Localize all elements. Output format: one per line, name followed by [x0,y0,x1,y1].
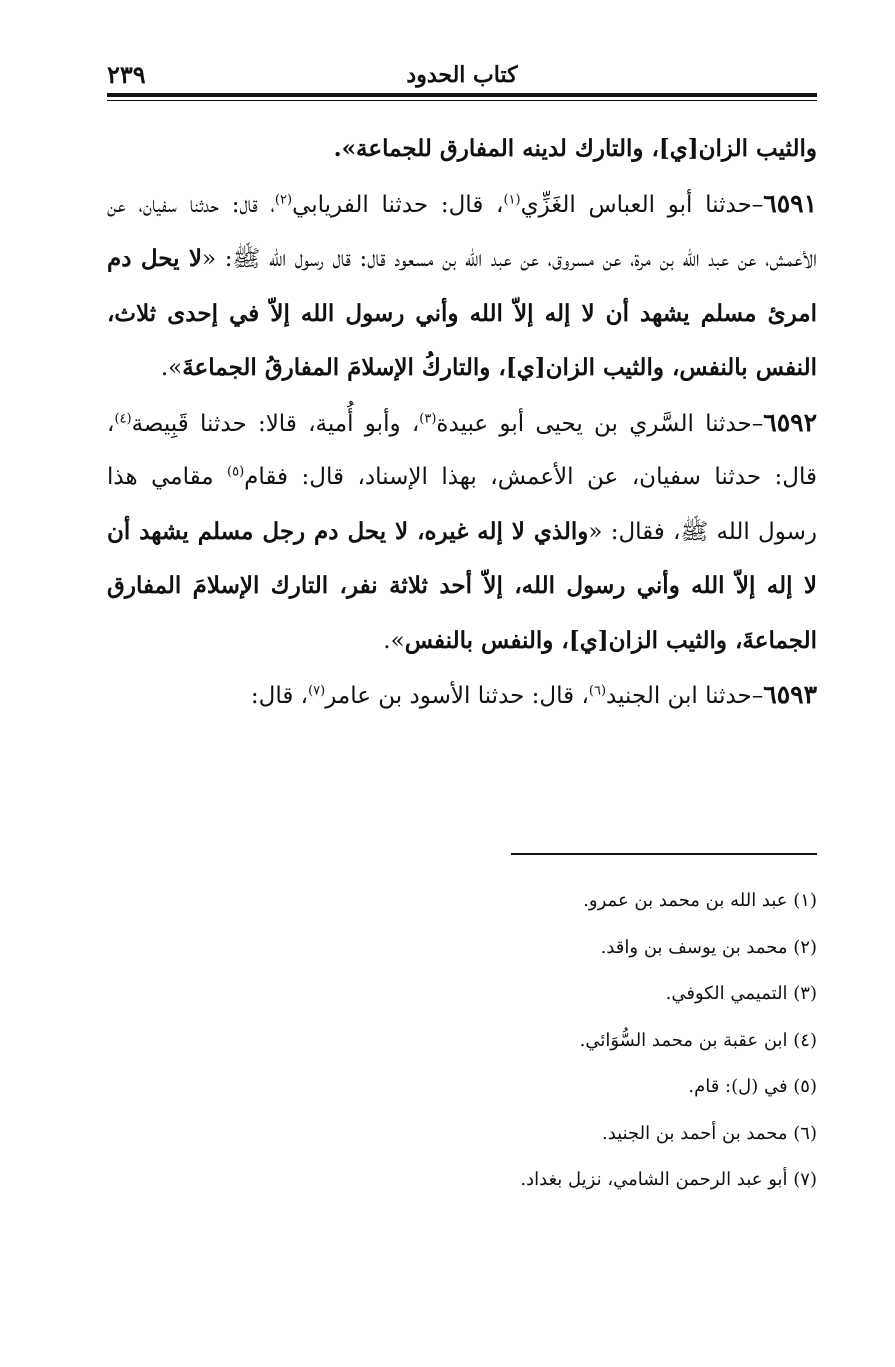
footnote-ref: (٧) [308,683,326,699]
hadith-text: ، وأبو أُمية، قالا: حدثنا قَبِيصة [131,410,420,437]
footnote-7: (٧) أبو عبد الرحمن الشامي، نزيل بغداد. [520,1169,817,1190]
chapter-title: كتاب الحدود [406,62,518,88]
footnote-separator [511,853,817,855]
footnote-ref: (٤) [114,410,132,426]
hadith-quote: والذي لا إله غيره، لا يحل دم رجل مسلم يشهد أن لا إله إلاّ الله وأني رسول الله، إلاّ أحد ثلاثة نفر، التارك الإسلامَ المفارق الجماعةَ، والثيب الزان[ي]، والنفس بالنفس [107,517,817,654]
header-rule-thick [107,93,817,97]
quote-close: ». [160,355,183,381]
hadith-text: –حدثنا ابن الجنيد [606,683,764,709]
footnote-ref: (٦) [588,683,607,699]
hadith-6591 [107,177,817,396]
hadith-6593 [107,668,817,724]
running-header [107,58,817,92]
footnote-4: (٤) ابن عقبة بن محمد السُّوَائي. [579,1029,817,1051]
header-rule-thin [107,100,817,101]
bold-text: والثيب الزان[ي]، والتارك لدينه المفارق للجماعة». [333,135,817,162]
paragraph-continuation [107,122,817,177]
hadith-quote: لا يحل دم امرئ مسلم يشهد أن لا إله إلاّ الله وأني رسول الله إلاّ في إحدى ثلاث، النفس بالنفس، والثيب الزان[ي]، والتاركُ الإسلامَ المفارقُ الجماعةَ [107,245,817,381]
hadith-number: ٦٥٩١ [763,188,818,218]
footnotes [107,878,817,1204]
page-number: ٢٣٩ [107,60,146,89]
hadith-number: ٦٥٩٢ [763,407,817,437]
hadith-text: مقامي هذا رسول الله ﷺ، فقال: « [107,464,817,545]
hadith-text: ، قال: [250,683,309,709]
hadith-text: ، قال: حدثنا سفيان، عن الأعمش، عن عبد الله بن مرة، عن مسروق، عن عبد الله بن مسعود قال: قال رسول الله ﷺ: « [107,191,818,272]
footnote-1: (١) عبد الله بن محمد بن عمرو. [583,890,817,911]
hadith-text: ، قال: حدثنا سفيان، عن الأعمش، بهذا الإسناد، قال: فقام [107,410,817,490]
quote-close: ». [383,627,405,654]
hadith-text: –حدثنا أبو العباس الغَزِّي [520,191,764,218]
book-page [107,0,817,1367]
footnote-ref: (٣) [419,410,437,426]
hadith-text: ، قال: حدثنا الفريابي [292,191,504,218]
footnote-6: (٦) محمد بن أحمد بن الجنيد. [602,1122,817,1144]
hadith-6592 [107,396,817,669]
body-text [107,122,817,724]
hadith-text: –حدثنا السَّري بن يحيى أبو عبيدة [436,410,764,437]
hadith-number: ٦٥٩٣ [763,680,817,709]
footnote-ref: (١) [503,191,521,207]
footnote-5: (٥) في (ل): قام. [688,1076,817,1097]
footnote-ref: (٢) [274,191,293,207]
footnote-2: (٢) محمد بن يوسف بن واقد. [600,936,817,958]
hadith-text: ، قال: حدثنا الأسود بن عامر [325,683,589,709]
footnote-ref: (٥) [227,464,245,480]
footnote-3: (٣) التميمي الكوفي. [665,983,817,1004]
